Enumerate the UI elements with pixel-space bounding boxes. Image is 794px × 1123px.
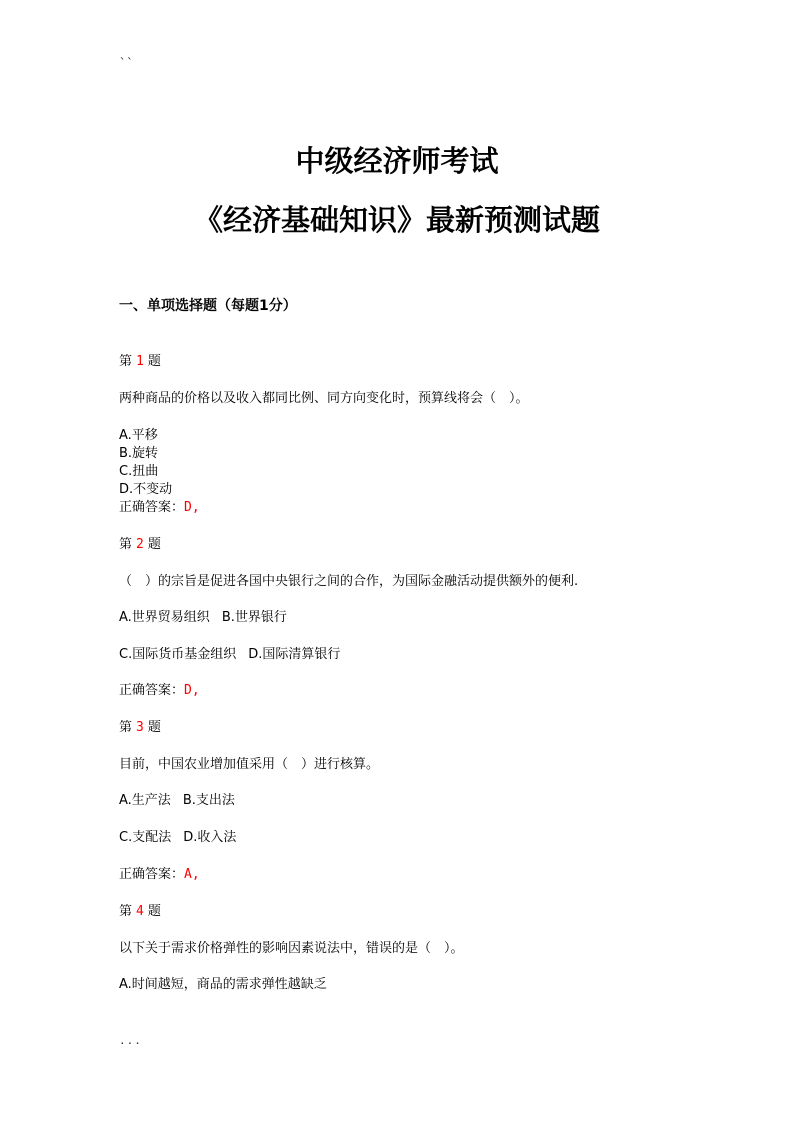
option: C.支配法 [119,830,172,845]
option-row [119,609,287,627]
option: A.生产法 [119,793,171,808]
answer-line [119,499,200,517]
option-row [119,792,235,810]
answer-value: D, [184,683,200,698]
question-suffix: 题 [147,904,161,919]
option-row [119,646,340,664]
option: A.时间越短，商品的需求弹性越缺乏 [119,977,327,992]
question-stem: （ ）的宗旨是促进各国中央银行之间的合作，为国际金融活动提供额外的便利. [119,574,579,589]
footer-mark: ... [119,1034,142,1047]
question-heading [119,353,161,371]
question-number: 1 [136,354,144,369]
question-number: 4 [136,904,144,919]
section-heading: 一、单项选择题（每题1分） [119,298,297,314]
option: D.收入法 [183,830,237,845]
question-heading [119,536,161,554]
question-stem: 目前，中国农业增加值采用（ ）进行核算。 [119,757,380,772]
question-prefix: 第 [119,904,133,919]
header-mark: `` [119,56,134,70]
question-number: 2 [136,537,144,552]
answer-line [119,682,200,700]
answer-label: 正确答案： [119,500,185,515]
option: A.世界贸易组织 [119,610,210,625]
question-stem: 两种商品的价格以及收入都同比例、同方向变化时，预算线将会（ ）。 [119,391,529,406]
question-number: 3 [136,720,144,735]
answer-label: 正确答案： [119,683,185,698]
question-heading [119,903,161,921]
option: A.平移 [119,428,158,443]
option: D.不变动 [119,482,173,497]
option: B.支出法 [182,793,235,808]
question-heading [119,719,161,737]
option: C.扭曲 [119,464,159,479]
answer-value: A, [184,867,200,882]
option: C.国际货币基金组织 [119,647,237,662]
question-prefix: 第 [119,537,133,552]
question-suffix: 题 [147,720,161,735]
document-subtitle: 《经济基础知识》最新预测试题 [193,203,600,237]
question-prefix: 第 [119,720,133,735]
question-prefix: 第 [119,354,133,369]
answer-line [119,866,200,884]
option-row [119,829,236,847]
document-title: 中级经济师考试 [295,144,499,178]
option: B.世界银行 [221,610,287,625]
option: D.国际清算银行 [248,647,341,662]
question-suffix: 题 [147,537,161,552]
option: B.旋转 [119,446,159,461]
question-stem: 以下关于需求价格弹性的影响因素说法中，错误的是（ ）。 [119,941,464,956]
answer-value: D, [184,500,200,515]
answer-label: 正确答案： [119,867,185,882]
question-suffix: 题 [147,354,161,369]
